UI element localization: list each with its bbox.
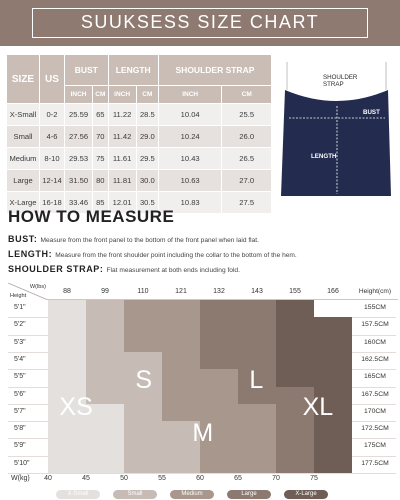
bust-cm-cell: 65 [93, 104, 107, 125]
height-ft-label: 5'5" [14, 373, 26, 381]
fit-cell-s [124, 421, 162, 439]
weight-kg-label: 70 [272, 475, 280, 482]
size-cell: Small [7, 126, 39, 147]
length-cm-cell: 30.0 [137, 170, 158, 191]
length-cm-cell: 29.0 [137, 126, 158, 147]
weight-kg-label: 60 [196, 475, 204, 482]
weight-lbs-header: 99 [86, 283, 124, 300]
length-inch-cell: 11.42 [109, 126, 136, 147]
size-cell: Medium [7, 148, 39, 169]
fit-cell-l [276, 456, 314, 474]
height-cm-label: 160CM [364, 338, 386, 346]
shoulder-inch-cell: 10.63 [159, 170, 221, 191]
camisole-body [281, 90, 391, 196]
fit-cell-xl [276, 317, 314, 335]
bust-inch-cell: 31.50 [65, 170, 92, 191]
bust-label: BUST [363, 109, 380, 116]
fit-cell-xl [314, 421, 352, 439]
us-cell: 8-10 [40, 148, 64, 169]
fit-cell-m [238, 421, 276, 439]
header-inch: INCH [159, 86, 221, 103]
fit-cell-xs [48, 369, 86, 387]
fit-cell-s [86, 335, 124, 353]
height-cm-label: 165CM [364, 373, 386, 381]
shoulder-cm-cell: 27.0 [222, 170, 271, 191]
fit-cell-s [86, 352, 124, 370]
fit-cell-l [238, 335, 276, 353]
fit-cell-m [124, 317, 162, 335]
row-divider [8, 473, 396, 474]
length-cm-cell: 29.5 [137, 148, 158, 169]
fit-cell-xl [314, 317, 352, 335]
size-legend-pill: X-Large [284, 490, 328, 499]
table-row [7, 148, 271, 169]
height-weight-fit-chart [8, 283, 396, 498]
fit-cell-m [162, 300, 200, 318]
bust-cm-cell: 75 [93, 148, 107, 169]
height-cm-label: 170CM [364, 407, 386, 415]
shoulder-inch-cell: 10.83 [159, 192, 221, 213]
fit-cell-xl [314, 352, 352, 370]
fit-cell-s [86, 317, 124, 335]
fit-cell-m [200, 456, 238, 474]
fit-cell-xs [48, 456, 86, 474]
weight-lbs-header: 143 [238, 283, 276, 300]
height-cm-label: 167.5CM [361, 390, 389, 398]
weight-lbs-header: 121 [162, 283, 200, 300]
fit-cell-m [238, 456, 276, 474]
height-ft-label: 5'9" [14, 442, 26, 450]
length-cm-cell: 30.5 [137, 192, 158, 213]
shoulder-cm-cell: 27.5 [222, 192, 271, 213]
height-ft-label: 5'6" [14, 390, 26, 398]
height-cm-label: 155CM [364, 304, 386, 311]
weight-lbs-header: 110 [124, 283, 162, 300]
bust-cm-cell: 85 [93, 192, 107, 213]
weight-kg-label: 75 [310, 475, 318, 482]
fit-cell-xs [86, 421, 124, 439]
bust-cm-cell: 80 [93, 170, 107, 191]
size-region-label: M [192, 419, 214, 448]
length-inch-cell: 11.81 [109, 170, 136, 191]
fit-cell-xl [276, 369, 314, 387]
fit-cell-s [124, 404, 162, 422]
fit-cell-xl [276, 352, 314, 370]
header-us: US [40, 55, 64, 103]
header-cm: CM [137, 86, 158, 103]
header-size: SIZE [7, 55, 39, 103]
table-row [7, 170, 271, 191]
height-ft-label: 5'4" [14, 355, 26, 363]
shoulder-strap-label: SHOULDER STRAP [323, 74, 358, 88]
size-region-label: XS [59, 393, 93, 422]
shoulder-inch-cell: 10.24 [159, 126, 221, 147]
size-cell: X-Small [7, 104, 39, 125]
us-cell: 0-2 [40, 104, 64, 125]
fit-cell-xl [276, 335, 314, 353]
fit-cell-s [124, 456, 162, 474]
header-length: LENGTH [109, 55, 158, 85]
height-axis-label: Height [10, 293, 27, 299]
size-legend-pill: Medium [170, 490, 214, 499]
length-label: LENGTH [311, 153, 337, 160]
weight-lbs-header: 155 [276, 283, 314, 300]
fit-cell-m [238, 438, 276, 456]
fit-cell-xs [48, 352, 86, 370]
fit-cell-m [124, 335, 162, 353]
length-text: Measure from the front shoulder point including the collar to the bottom of the hem. [55, 252, 297, 259]
fit-cell-xs [48, 438, 86, 456]
fit-cell-xl [314, 438, 352, 456]
fit-cell-m [162, 335, 200, 353]
size-cell: Large [7, 170, 39, 191]
size-region-label: XL [302, 393, 334, 422]
fit-cell-xs [86, 438, 124, 456]
fit-cell-empty [314, 300, 352, 318]
fit-cell-s [124, 438, 162, 456]
fit-cell-m [200, 387, 238, 405]
size-legend-pill: Large [227, 490, 271, 499]
fit-cell-xl [276, 300, 314, 318]
fit-cell-xl [314, 369, 352, 387]
bust-term: BUST: [8, 234, 38, 244]
length-inch-cell: 11.61 [109, 148, 136, 169]
fit-cell-xs [48, 300, 86, 318]
height-cm-label: 162.5CM [361, 355, 389, 363]
fit-cell-xs [48, 421, 86, 439]
fit-cell-xl [314, 456, 352, 474]
fit-cell-l [276, 438, 314, 456]
length-instruction [8, 249, 297, 259]
fit-cell-m [200, 369, 238, 387]
weight-lbs-header: 166 [314, 283, 352, 300]
length-inch-cell: 12.01 [109, 192, 136, 213]
header-shoulder: SHOULDER STRAP [159, 55, 271, 85]
weight-kg-label: 50 [120, 475, 128, 482]
shoulder-cm-cell: 26.0 [222, 126, 271, 147]
weight-lbs-header: 88 [48, 283, 86, 300]
fit-cell-l [200, 335, 238, 353]
fit-cell-l [238, 300, 276, 318]
bust-inch-cell: 27.56 [65, 126, 92, 147]
length-term: LENGTH: [8, 249, 53, 259]
shoulder-text: Flat measurement at both ends including fold. [106, 267, 240, 274]
shoulder-inch-cell: 10.04 [159, 104, 221, 125]
fit-cell-s [86, 300, 124, 318]
shoulder-inch-cell: 10.43 [159, 148, 221, 169]
shoulder-cm-cell: 25.5 [222, 104, 271, 125]
fit-cell-m [162, 387, 200, 405]
shoulder-instruction [8, 264, 240, 274]
header-cm: CM [93, 86, 107, 103]
size-legend-pill: X-Small [56, 490, 100, 499]
height-ft-label: 5'7" [14, 407, 26, 415]
height-ft-label: 5'10" [14, 459, 30, 467]
fit-cell-l [200, 300, 238, 318]
length-inch-cell: 11.22 [109, 104, 136, 125]
height-cm-label: 157.5CM [361, 321, 389, 329]
fit-cell-l [238, 317, 276, 335]
header-inch: INCH [65, 86, 92, 103]
bust-inch-cell: 25.59 [65, 104, 92, 125]
fit-cell-xl [314, 335, 352, 353]
fit-cell-m [162, 317, 200, 335]
height-ft-label: 5'2" [14, 321, 26, 329]
weight-lbs-header: 132 [200, 283, 238, 300]
header-inch: INCH [109, 86, 136, 103]
weight-kg-label: 55 [158, 475, 166, 482]
fit-cell-m [238, 404, 276, 422]
fit-cell-l [200, 317, 238, 335]
bust-text: Measure from the front panel to the bottom of the front panel when laid flat. [40, 237, 259, 244]
table-row [7, 126, 271, 147]
weight-kg-label: 65 [234, 475, 242, 482]
fit-cell-xs [86, 456, 124, 474]
us-cell: 16-18 [40, 192, 64, 213]
size-cell: X-Large [7, 192, 39, 213]
fit-cell-s [162, 456, 200, 474]
table-row [7, 104, 271, 125]
us-cell: 4-6 [40, 126, 64, 147]
grid-corner [8, 283, 48, 300]
size-legend-pill: Small [113, 490, 157, 499]
height-cm-header: Height(cm) [352, 283, 398, 300]
weight-lbs-axis-label: W(lbs) [29, 284, 46, 290]
fit-cell-m [162, 352, 200, 370]
weight-kg-axis-label: W(kg) [11, 475, 30, 482]
header-bust: BUST [65, 55, 108, 85]
bust-inch-cell: 29.53 [65, 148, 92, 169]
bust-inch-cell: 33.46 [65, 192, 92, 213]
height-cm-label: 175CM [364, 442, 386, 450]
garment-illustration [275, 60, 400, 198]
page-title: SUUKSESS SIZE CHART [32, 8, 368, 38]
header-cm: CM [222, 86, 271, 103]
height-ft-label: 5'1" [14, 304, 26, 311]
shoulder-cm-cell: 26.5 [222, 148, 271, 169]
fit-cell-xs [48, 335, 86, 353]
weight-kg-label: 40 [44, 475, 52, 482]
height-cm-label: 177.5CM [361, 459, 389, 467]
size-table [6, 54, 272, 214]
height-cm-label: 172.5CM [361, 425, 389, 433]
bust-instruction [8, 234, 259, 244]
bust-cm-cell: 70 [93, 126, 107, 147]
weight-kg-label: 45 [82, 475, 90, 482]
height-ft-label: 5'3" [14, 338, 26, 346]
fit-cell-l [276, 421, 314, 439]
fit-cell-m [162, 369, 200, 387]
fit-cell-l [200, 352, 238, 370]
height-ft-label: 5'8" [14, 425, 26, 433]
size-region-label: S [135, 365, 153, 394]
size-region-label: L [249, 365, 264, 394]
shoulder-term: SHOULDER STRAP: [8, 264, 104, 274]
us-cell: 12-14 [40, 170, 64, 191]
fit-cell-xs [48, 317, 86, 335]
fit-cell-s [86, 369, 124, 387]
how-to-measure-title: HOW TO MEASURE [8, 207, 175, 226]
fit-cell-m [124, 300, 162, 318]
length-cm-cell: 28.5 [137, 104, 158, 125]
title-banner [0, 0, 400, 46]
